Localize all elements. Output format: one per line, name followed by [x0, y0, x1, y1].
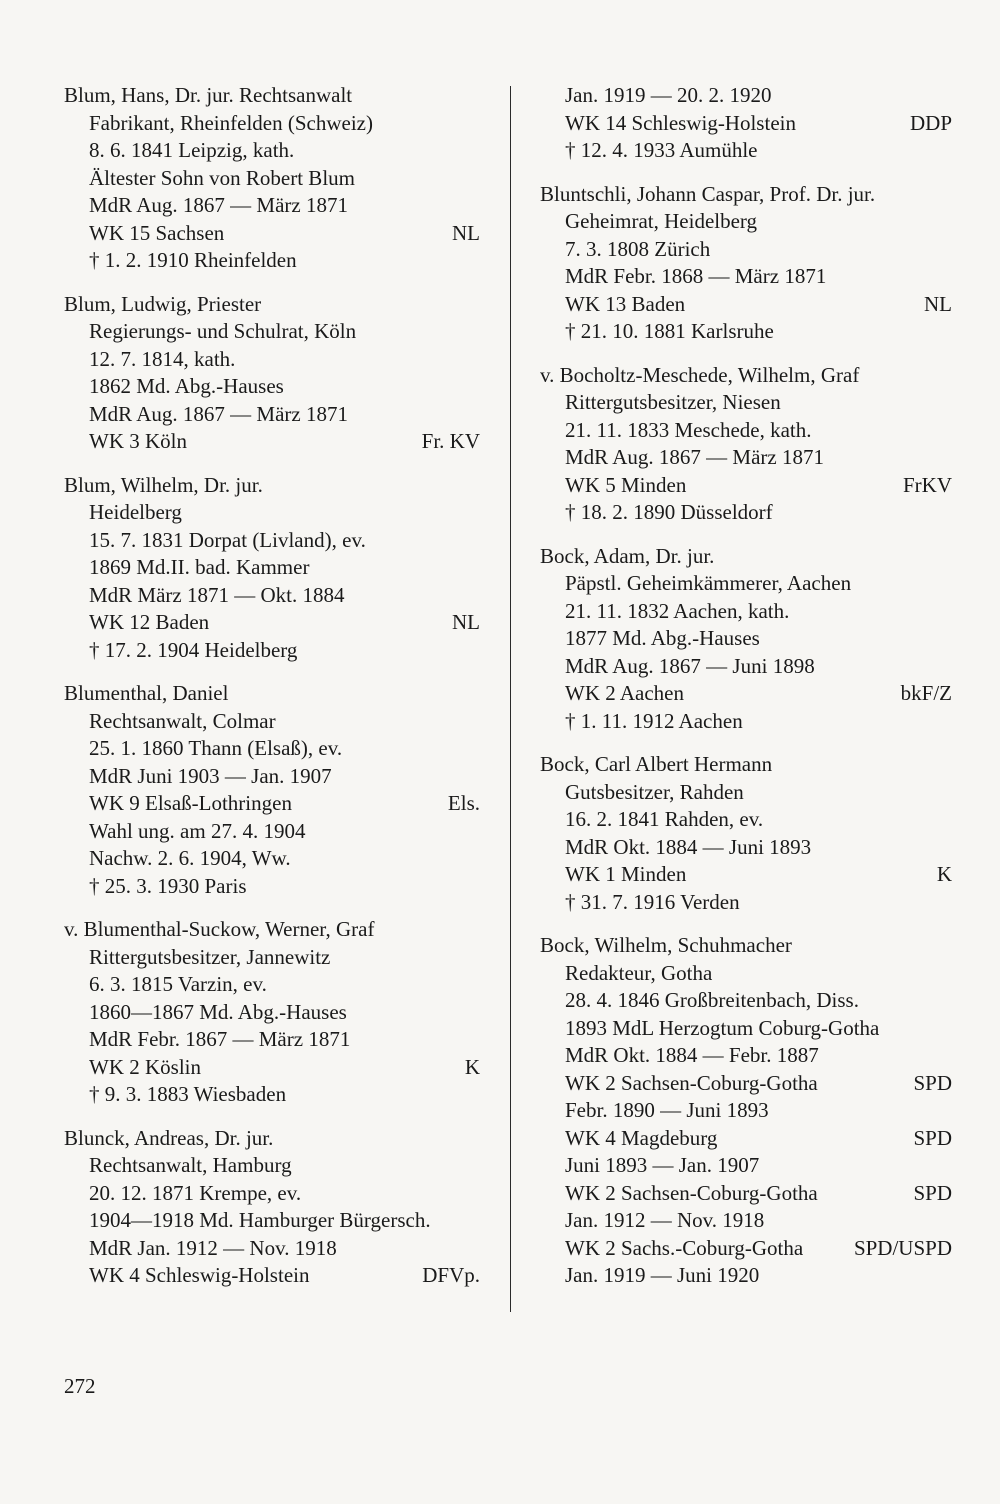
entry-text: MdR Febr. 1867 — März 1871 [89, 1027, 351, 1051]
entry-detail-line [540, 834, 952, 862]
entry-detail-line [540, 444, 952, 472]
entry-detail-line [540, 861, 952, 889]
entry-text: WK 14 Schleswig-Holstein [565, 110, 796, 135]
biography-entry [540, 181, 952, 346]
entry-detail-line [540, 263, 952, 291]
entry-text: Febr. 1890 — Juni 1893 [565, 1098, 769, 1122]
entry-text: WK 5 Minden [565, 472, 687, 497]
entry-detail-line [64, 1026, 480, 1054]
entry-text: MdR Okt. 1884 — Febr. 1887 [565, 1043, 819, 1067]
entry-text: Blumenthal, Daniel [64, 681, 229, 705]
entry-text: 21. 11. 1832 Aachen, kath. [565, 598, 790, 623]
entry-text: Rechtsanwalt, Hamburg [89, 1153, 292, 1177]
entry-detail-line [64, 110, 480, 138]
entry-text: Rechtsanwalt, Colmar [89, 708, 276, 733]
entry-detail-line [540, 653, 952, 681]
entry-name-line [64, 291, 480, 319]
entry-text: 25. 1. 1860 Thann (Elsaß), ev. [89, 736, 343, 760]
entry-detail-line [64, 763, 480, 791]
entry-detail-line [540, 1152, 952, 1180]
entry-detail-line [540, 137, 952, 165]
biography-entry [64, 291, 480, 456]
entry-detail-line [64, 971, 480, 999]
left-column [64, 82, 480, 1306]
biography-entry [64, 472, 480, 665]
entry-text: † 9. 3. 1883 Wiesbaden [89, 1082, 287, 1106]
entry-detail-line [64, 944, 480, 972]
party-label: NL [924, 291, 952, 316]
entry-detail-line [64, 1152, 480, 1180]
entry-text: Jan. 1919 — Juni 1920 [565, 1263, 760, 1287]
biography-entry [540, 932, 952, 1290]
entry-detail-line [64, 1081, 480, 1109]
entry-text: Gutsbesitzer, Rahden [565, 779, 744, 804]
entry-detail-line [64, 999, 480, 1027]
entry-text: Bock, Adam, Dr. jur. [540, 543, 715, 568]
entry-detail-line [540, 889, 952, 917]
entry-detail-line [64, 527, 480, 555]
party-label: FrKV [902, 472, 952, 497]
entry-detail-line [64, 247, 480, 275]
entry-text: MdR Okt. 1884 — Juni 1893 [565, 834, 812, 859]
entry-text: WK 4 Magdeburg [565, 1125, 718, 1150]
entry-detail-line [540, 680, 952, 708]
entry-detail-line [64, 554, 480, 582]
biography-entry [64, 680, 480, 900]
entry-text: † 31. 7. 1916 Verden [565, 889, 740, 914]
party-label: DDP [909, 110, 952, 135]
entry-text: Blum, Wilhelm, Dr. jur. [64, 472, 263, 497]
party-label: SPD [913, 1070, 952, 1095]
entry-text: WK 2 Sachsen-Coburg-Gotha [565, 1070, 818, 1095]
entry-detail-line [64, 192, 480, 220]
entry-detail-line [540, 208, 952, 236]
entry-text: MdR Juni 1903 — Jan. 1907 [89, 763, 332, 788]
entry-name-line [64, 916, 480, 944]
entry-detail-line [540, 1207, 952, 1235]
entry-text: WK 4 Schleswig-Holstein [89, 1263, 310, 1287]
entry-text: MdR Aug. 1867 — Juni 1898 [565, 653, 815, 678]
entry-detail-line [64, 1235, 480, 1263]
entry-text: † 1. 2. 1910 Rheinfelden [89, 248, 297, 272]
entry-detail-line [64, 137, 480, 165]
entry-detail-line [64, 609, 480, 637]
entry-detail-line [540, 417, 952, 445]
entry-text: † 18. 2. 1890 Düsseldorf [565, 500, 773, 524]
entry-detail-line [540, 779, 952, 807]
entry-text: Jan. 1919 — 20. 2. 1920 [565, 83, 772, 107]
entry-text: MdR März 1871 — Okt. 1884 [89, 582, 345, 607]
party-label: bkF/Z [900, 681, 952, 705]
biography-entry [64, 916, 480, 1109]
entry-text: MdR Aug. 1867 — März 1871 [89, 401, 348, 426]
entry-text: WK 3 Köln [89, 429, 187, 453]
entry-text: 21. 11. 1833 Meschede, kath. [565, 417, 812, 442]
entry-text: 1877 Md. Abg.-Hauses [565, 626, 760, 650]
entry-detail-line [64, 373, 480, 401]
biography-entry [64, 1125, 480, 1290]
entry-text: Geheimrat, Heidelberg [565, 209, 758, 233]
entry-text: WK 15 Sachsen [89, 220, 225, 245]
entry-detail-line [64, 401, 480, 429]
entry-text: Blum, Ludwig, Priester [64, 291, 262, 316]
entry-text: MdR Jan. 1912 — Nov. 1918 [89, 1235, 337, 1260]
entry-detail-line [540, 960, 952, 988]
biography-entry [540, 82, 952, 165]
entry-detail-line [540, 1180, 952, 1208]
entry-detail-line [540, 1097, 952, 1125]
entry-name-line [540, 932, 952, 960]
entry-text: † 12. 4. 1933 Aumühle [565, 138, 758, 162]
entry-detail-line [540, 1235, 952, 1263]
entry-text: v. Blumenthal-Suckow, Werner, Graf [64, 917, 375, 941]
entry-text: MdR Febr. 1868 — März 1871 [565, 264, 827, 288]
entry-text: WK 2 Sachsen-Coburg-Gotha [565, 1180, 818, 1205]
entry-text: WK 9 Elsaß-Lothringen [89, 791, 292, 815]
entry-text: Wahl ung. am 27. 4. 1904 [89, 818, 306, 843]
entry-text: 1860—1867 Md. Abg.-Hauses [89, 999, 347, 1024]
entry-text: 7. 3. 1808 Zürich [565, 236, 711, 261]
entry-detail-line [64, 346, 480, 374]
party-label: SPD [913, 1125, 952, 1150]
entry-detail-line [540, 1262, 952, 1290]
entry-detail-line [540, 598, 952, 626]
entry-text: 15. 7. 1831 Dorpat (Livland), ev. [89, 527, 366, 552]
entry-name-line [64, 82, 480, 110]
biography-entry [540, 751, 952, 916]
entry-detail-line [540, 625, 952, 653]
party-label: Els. [447, 791, 480, 815]
entry-detail-line [64, 428, 480, 456]
entry-detail-line [64, 499, 480, 527]
entry-detail-line [64, 790, 480, 818]
entry-name-line [540, 181, 952, 209]
entry-text: Regierungs- und Schulrat, Köln [89, 319, 357, 343]
party-label: K [464, 1054, 480, 1079]
entry-text: WK 2 Köslin [89, 1054, 201, 1079]
entry-detail-line [64, 1054, 480, 1082]
entry-text: Rittergutsbesitzer, Jannewitz [89, 944, 331, 969]
entry-text: Fabrikant, Rheinfelden (Schweiz) [89, 110, 373, 135]
entry-name-line [64, 472, 480, 500]
entry-text: Redakteur, Gotha [565, 960, 713, 985]
entry-detail-line [540, 110, 952, 138]
entry-detail-line [64, 318, 480, 346]
entry-detail-line [540, 1042, 952, 1070]
entry-detail-line [540, 318, 952, 346]
entry-text: Bock, Carl Albert Hermann [540, 752, 773, 776]
entry-detail-line [64, 845, 480, 873]
entry-detail-line [64, 165, 480, 193]
entry-detail-line [540, 291, 952, 319]
entry-text: Jan. 1912 — Nov. 1918 [565, 1208, 765, 1232]
entry-text: 20. 12. 1871 Krempe, ev. [89, 1180, 302, 1205]
entry-text: WK 1 Minden [565, 862, 687, 886]
entry-detail-line [64, 818, 480, 846]
entry-text: 1904—1918 Md. Hamburger Bürgersch. [89, 1208, 431, 1232]
entry-detail-line [540, 987, 952, 1015]
entry-text: MdR Aug. 1867 — März 1871 [565, 445, 824, 469]
entry-detail-line [540, 1015, 952, 1043]
entry-text: Nachw. 2. 6. 1904, Ww. [89, 846, 291, 870]
entry-detail-line [64, 637, 480, 665]
entry-text: WK 12 Baden [89, 610, 210, 634]
party-label: K [936, 862, 952, 886]
entry-text: † 17. 2. 1904 Heidelberg [89, 637, 298, 662]
entry-detail-line [540, 806, 952, 834]
entry-text: Juni 1893 — Jan. 1907 [565, 1153, 760, 1177]
entry-detail-line [64, 708, 480, 736]
entry-name-line [540, 543, 952, 571]
entry-detail-line [64, 582, 480, 610]
entry-text: WK 2 Aachen [565, 681, 684, 705]
entry-text: v. Bocholtz-Meschede, Wilhelm, Graf [540, 362, 860, 387]
entry-text: Bluntschli, Johann Caspar, Prof. Dr. jur. [540, 181, 876, 206]
entry-text: WK 13 Baden [565, 291, 686, 316]
party-label: Fr. KV [421, 429, 480, 453]
entry-text: Blum, Hans, Dr. jur. Rechtsanwalt [64, 83, 353, 107]
entry-detail-line [540, 472, 952, 500]
entry-detail-line [64, 873, 480, 901]
entry-text: MdR Aug. 1867 — März 1871 [89, 193, 348, 217]
entry-text: 1869 Md.II. bad. Kammer [89, 555, 310, 579]
entry-name-line [540, 362, 952, 390]
entry-detail-line [64, 1262, 480, 1290]
right-column [540, 82, 952, 1306]
entry-detail-line [64, 220, 480, 248]
party-label: NL [452, 610, 480, 634]
entry-text: Heidelberg [89, 500, 182, 524]
entry-detail-line [64, 1180, 480, 1208]
entry-text: 12. 7. 1814, kath. [89, 346, 236, 371]
entry-detail-line [540, 1125, 952, 1153]
entry-text: WK 2 Sachs.-Coburg-Gotha [565, 1235, 804, 1260]
page-number: 272 [64, 1374, 96, 1398]
entry-text: 6. 3. 1815 Varzin, ev. [89, 972, 267, 996]
party-label: SPD/USPD [853, 1235, 952, 1260]
entry-text: 8. 6. 1841 Leipzig, kath. [89, 138, 295, 162]
entry-detail-line [540, 708, 952, 736]
entry-detail-line [540, 1070, 952, 1098]
entry-text: 28. 4. 1846 Großbreitenbach, Diss. [565, 988, 859, 1012]
biography-entry [540, 362, 952, 527]
entry-text: Päpstl. Geheimkämmerer, Aachen [565, 571, 852, 595]
entry-text: † 21. 10. 1881 Karlsruhe [565, 319, 774, 343]
entry-text: 16. 2. 1841 Rahden, ev. [565, 807, 764, 831]
entry-text: 1893 MdL Herzogtum Coburg-Gotha [565, 1015, 880, 1040]
biography-entry [64, 82, 480, 275]
entry-text: Bock, Wilhelm, Schuhmacher [540, 933, 792, 957]
entry-text: Rittergutsbesitzer, Niesen [565, 390, 781, 414]
entry-detail-line [540, 570, 952, 598]
party-label: DFVp. [422, 1263, 480, 1287]
entry-name-line [540, 751, 952, 779]
biography-entry [540, 543, 952, 736]
entry-text: Ältester Sohn von Robert Blum [89, 165, 355, 190]
entry-detail-line [540, 499, 952, 527]
entry-detail-line [540, 236, 952, 264]
party-label: SPD [913, 1180, 952, 1205]
entry-name-line [64, 1125, 480, 1153]
entry-detail-line [540, 82, 952, 110]
entry-text: 1862 Md. Abg.-Hauses [89, 374, 284, 398]
entry-text: Blunck, Andreas, Dr. jur. [64, 1125, 274, 1150]
entry-name-line [64, 680, 480, 708]
entry-detail-line [540, 389, 952, 417]
entry-detail-line [64, 735, 480, 763]
party-label: NL [452, 220, 480, 245]
entry-text: † 25. 3. 1930 Paris [89, 873, 247, 898]
entry-text: † 1. 11. 1912 Aachen [565, 708, 743, 733]
entry-detail-line [64, 1207, 480, 1235]
column-divider [510, 86, 511, 1312]
